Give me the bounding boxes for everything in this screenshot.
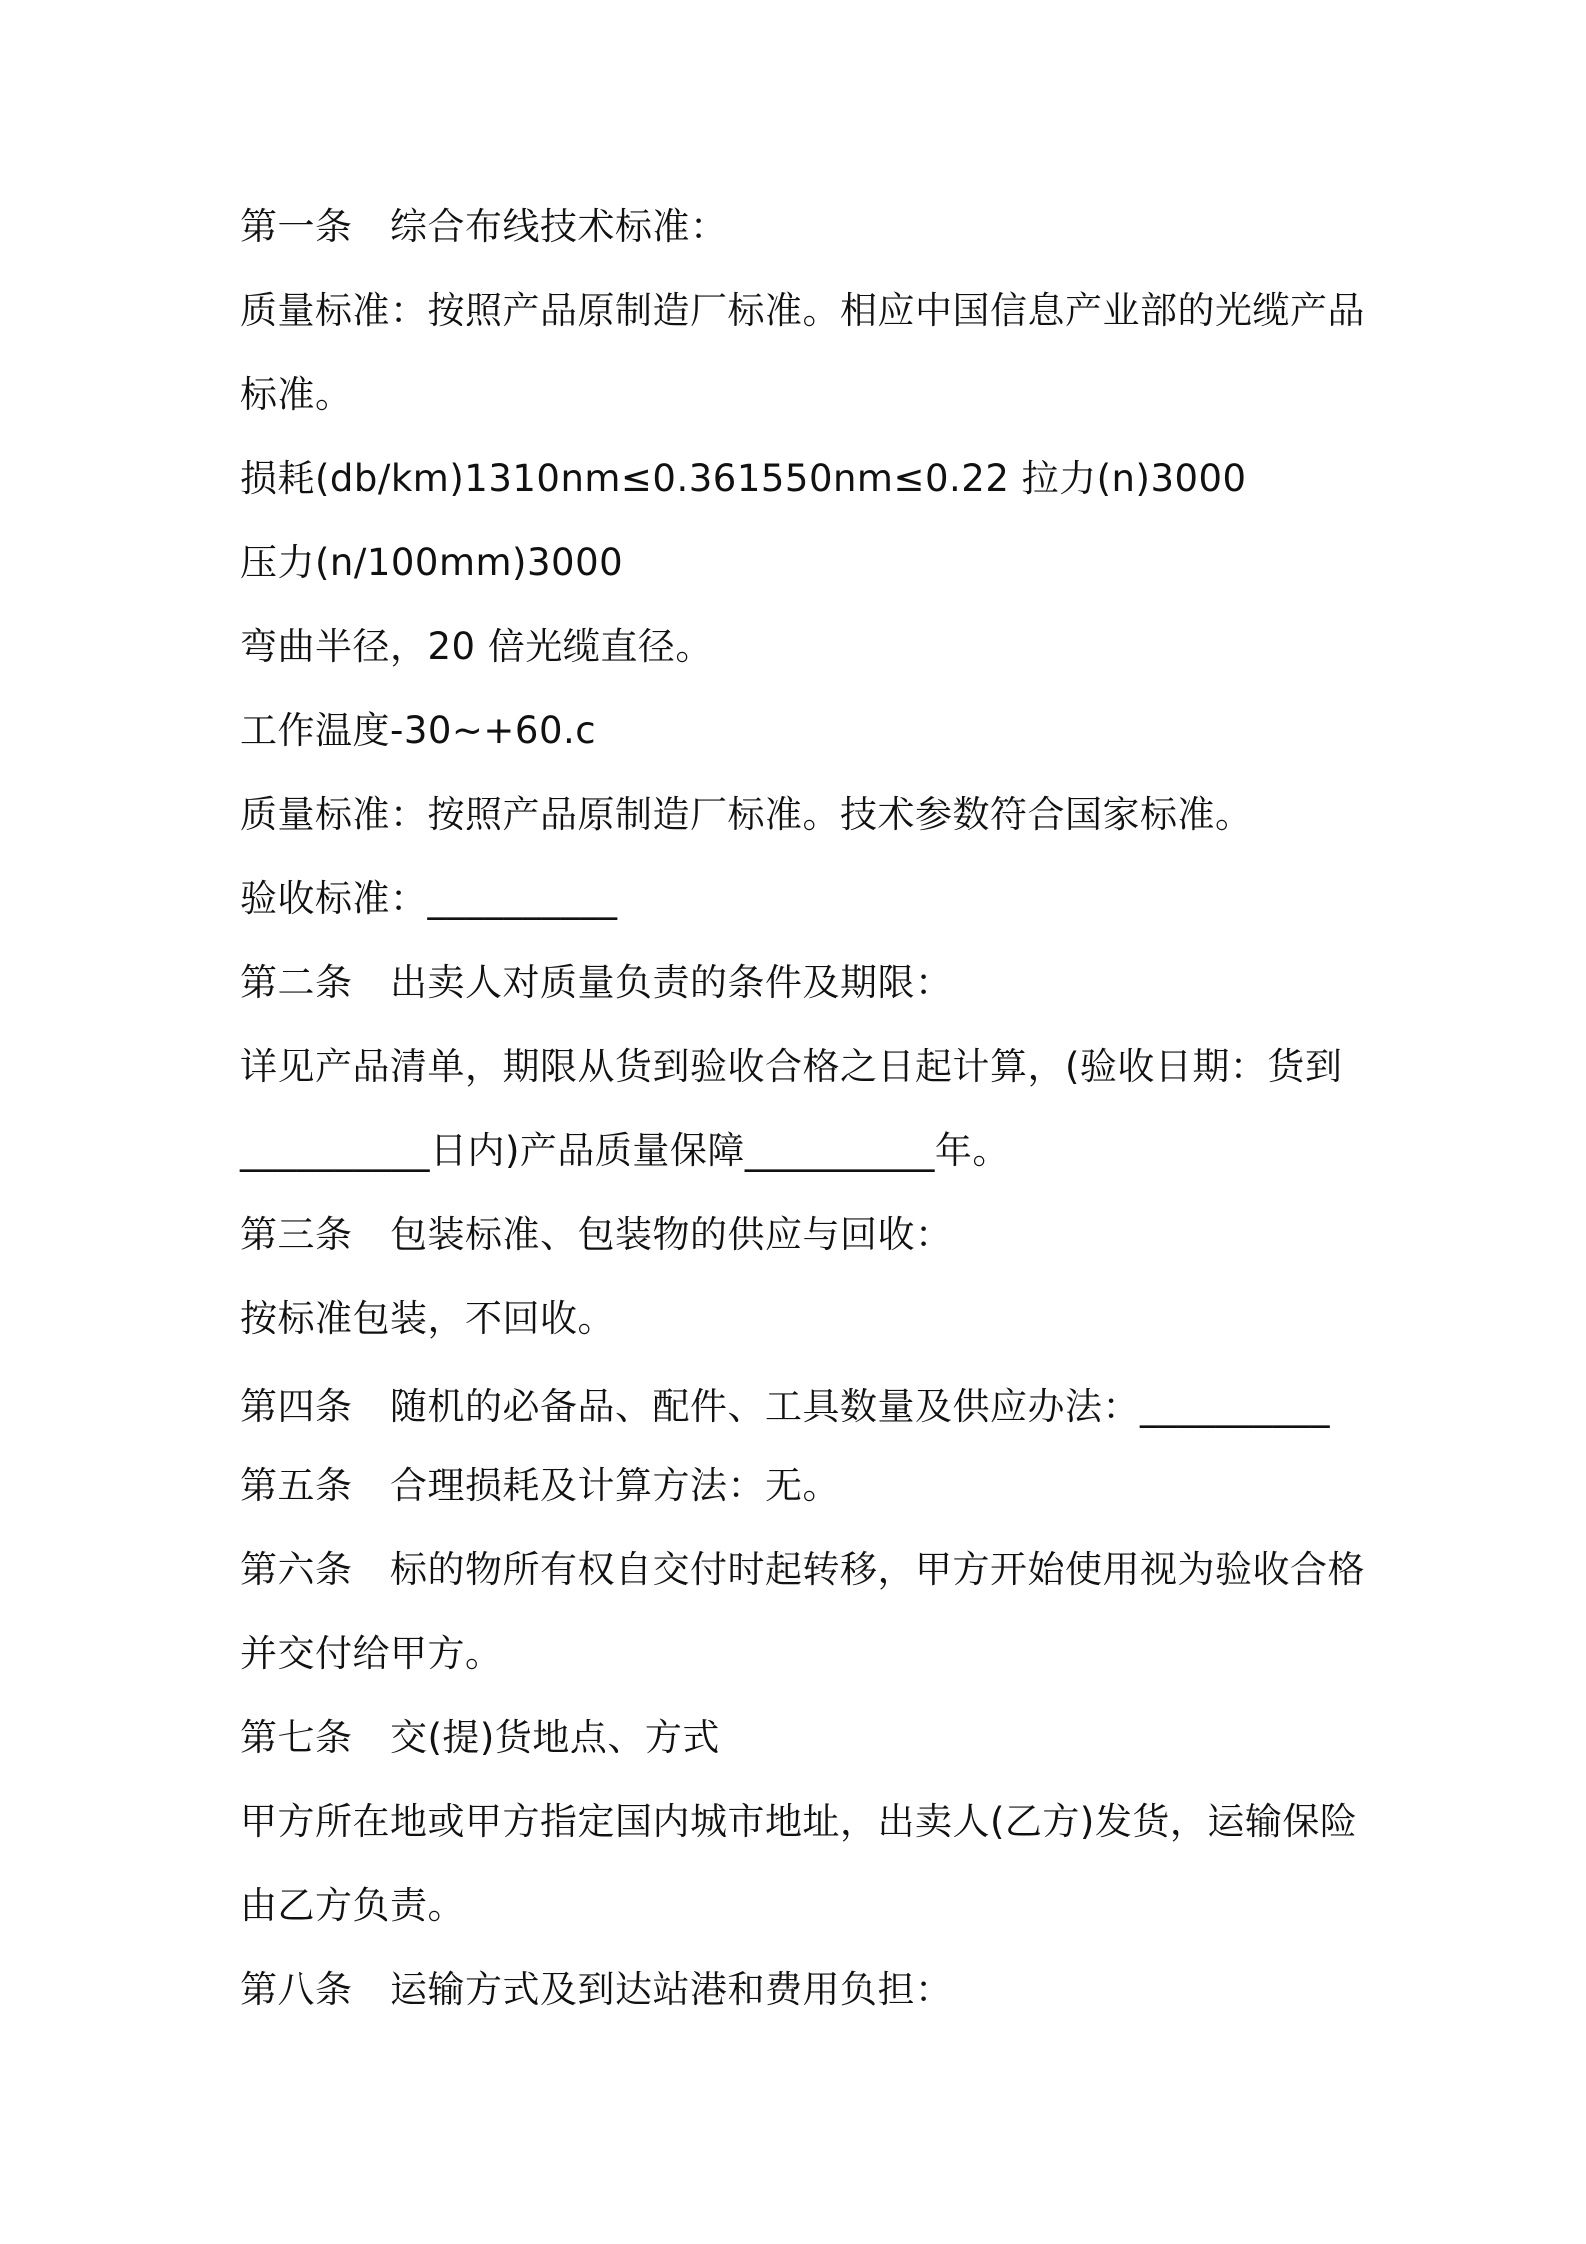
article-4-title: 随机的必备品、配件、工具数量及供应办法：__________ (390, 1385, 1330, 1428)
article-6-label: 第六条 (240, 1548, 353, 1591)
article-1-title: 综合布线技术标准： (390, 205, 728, 248)
loss-spec-line: 损耗(db/km)1310nm≤0.361550nm≤0.22 拉力(n)3000 (240, 457, 1247, 500)
article-7-body-line-1: 甲方所在地或甲方指定国内城市地址，出卖人(乙方)发货，运输保险 (240, 1800, 1358, 1843)
article-2-label: 第二条 (240, 961, 353, 1004)
article-2-heading (240, 958, 1370, 1008)
article-5-title: 合理损耗及计算方法：无。 (390, 1464, 840, 1507)
article-7-heading (240, 1713, 1370, 1763)
article-6-heading (240, 1545, 1370, 1595)
article-8-title: 运输方式及到达站港和费用负担： (390, 1968, 953, 2011)
article-8-label: 第八条 (240, 1968, 353, 2011)
quality-standard-2-line: 质量标准：按照产品原制造厂标准。技术参数符合国家标准。 (240, 793, 1253, 836)
pressure-spec-line: 压力(n/100mm)3000 (240, 541, 624, 584)
acceptance-standard-line: 验收标准：__________ (240, 877, 618, 920)
article-4-heading (240, 1382, 1370, 1432)
article-1-heading (240, 202, 1370, 252)
working-temp-line: 工作温度-30~+60.c (240, 709, 597, 752)
quality-standard-line: 质量标准：按照产品原制造厂标准。相应中国信息产业部的光缆产品 (240, 289, 1365, 332)
bend-radius-line: 弯曲半径，20 倍光缆直径。 (240, 625, 713, 668)
article-7-label: 第七条 (240, 1716, 353, 1759)
article-2-body-line-2: __________日内)产品质量保障__________年。 (240, 1129, 1010, 1172)
article-7-title: 交(提)货地点、方式 (390, 1716, 720, 1759)
article-5-heading (240, 1461, 1370, 1511)
article-8-heading (240, 1965, 1370, 2015)
article-7-body-line-2: 由乙方负责。 (240, 1884, 465, 1927)
article-3-label: 第三条 (240, 1213, 353, 1256)
article-2-title: 出卖人对质量负责的条件及期限： (390, 961, 953, 1004)
article-6-title: 标的物所有权自交付时起转移，甲方开始使用视为验收合格 (390, 1548, 1365, 1591)
article-5-label: 第五条 (240, 1464, 353, 1507)
article-6-continuation: 并交付给甲方。 (240, 1632, 503, 1675)
quality-standard-continuation: 标准。 (240, 373, 353, 416)
article-3-title: 包装标准、包装物的供应与回收： (390, 1213, 953, 1256)
article-3-body: 按标准包装，不回收。 (240, 1297, 615, 1340)
article-2-body-line-1: 详见产品清单，期限从货到验收合格之日起计算，(验收日期：货到 (240, 1045, 1343, 1088)
article-3-heading (240, 1210, 1370, 1260)
article-1-label: 第一条 (240, 205, 353, 248)
article-4-label: 第四条 (240, 1385, 353, 1428)
